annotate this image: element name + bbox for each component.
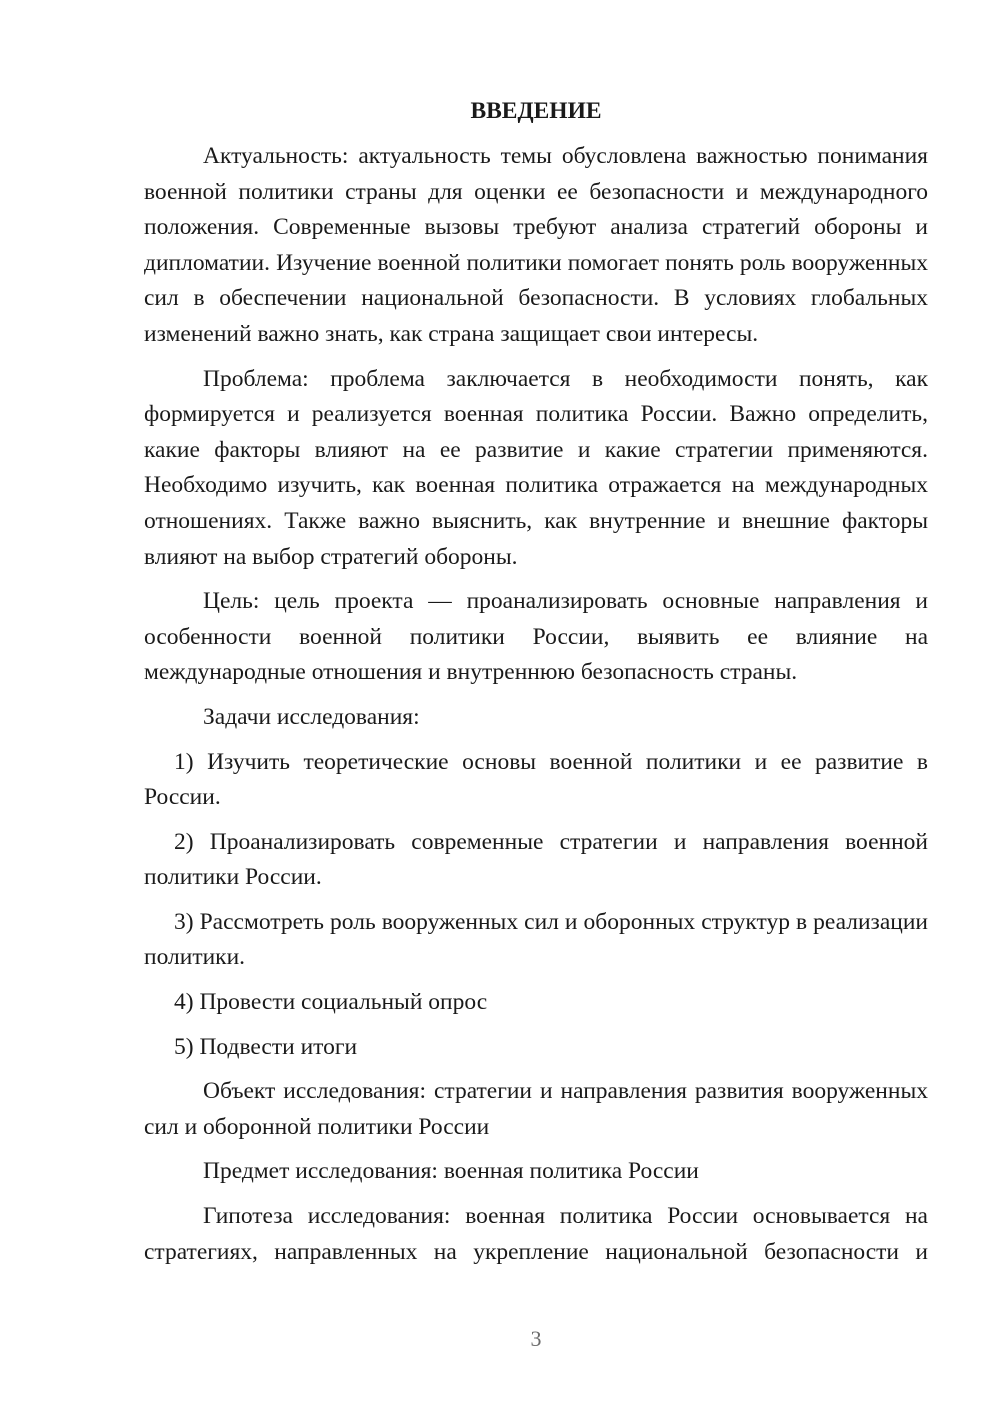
- list-item-task-2: 2) Проанализировать современные стратегии и направления военной политики России.: [144, 828, 928, 891]
- subject-paragraph: Предмет исследования: военная политика России: [203, 1158, 699, 1185]
- page-number: 3: [530, 1326, 542, 1351]
- list-item-task-1: 1) Изучить теоретические основы военной политики и ее развитие в России.: [144, 748, 928, 811]
- list-item-task-3: 3) Рассмотреть роль вооруженных сил и оборонных структур в реализации политики.: [144, 908, 928, 971]
- tasks-heading: Задачи исследования:: [203, 703, 420, 730]
- relevance-paragraph: Актуальность: актуальность темы обусловлена важностью понимания военной политики страны для оценки ее безопасности и международного положения. Современные вызовы требуют анализа стратегий обороны и дипломатии. Изучение военной политики помогает понять роль вооруженных сил в обеспечении национальной безопасности. В условиях глобальных изменений важно знать, как страна защищает свои интересы.: [144, 143, 928, 347]
- object-paragraph: Объект исследования: стратегии и направления развития вооруженных сил и оборонной политики России: [144, 1078, 928, 1140]
- page-content: [144, 94, 928, 1279]
- page-title: ВВЕДЕНИЕ: [470, 98, 602, 124]
- goal-paragraph: Цель: цель проекта — проанализировать основные направления и особенности военной политики России, выявить ее влияние на международные отношения и внутреннюю безопасность страны.: [144, 588, 928, 686]
- list-item-task-4: 4) Провести социальный опрос: [174, 989, 488, 1016]
- problem-paragraph: Проблема: проблема заключается в необходимости понять, как формируется и реализуется военная политика России. Важно определить, какие факторы влияют на ее развитие и какие стратегии применяются. Необходимо изучить, как военная политика отражается на международных отношениях. Также важно выяснить, как внутренние и внешние факторы влияют на выбор стратегий обороны.: [144, 365, 928, 570]
- list-item-task-5: 5) Подвести итоги: [174, 1033, 358, 1060]
- hypothesis-paragraph: Гипотеза исследования: военная политика России основывается на стратегиях, направленных на укрепление национальной безопасности и: [144, 1203, 928, 1265]
